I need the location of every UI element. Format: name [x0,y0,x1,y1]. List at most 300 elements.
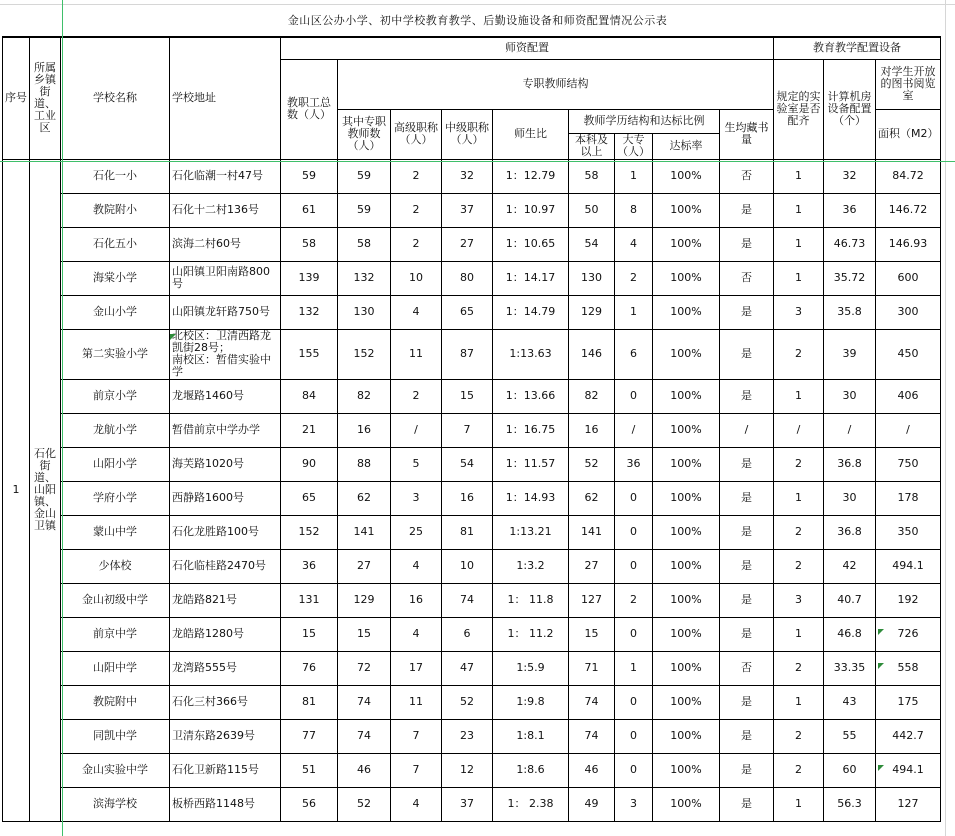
cell-middle-title[interactable]: 47 [442,651,493,685]
cell-staff-total[interactable]: 139 [281,261,338,295]
cell-rate[interactable]: 100% [653,261,720,295]
cell-rate[interactable]: 100% [653,685,720,719]
cell-area[interactable]: 726 [876,617,941,651]
cell-middle-title[interactable]: 27 [442,227,493,261]
cell-school-name[interactable]: 同凯中学 [61,719,170,753]
header-equipment[interactable]: 教育教学配置设备 [774,37,941,59]
cell-rate[interactable]: 100% [653,719,720,753]
cell-staff-total[interactable]: 152 [281,515,338,549]
cell-rate[interactable]: 100% [653,583,720,617]
cell-ratio[interactable]: 1： 11.2 [493,617,569,651]
cell-ratio[interactable]: 1：13.66 [493,379,569,413]
cell-school-address[interactable]: 卫清东路2639号 [170,719,281,753]
cell-fulltime-count[interactable]: 59 [338,159,391,193]
cell-middle-title[interactable]: 32 [442,159,493,193]
cell-lab[interactable]: 否 [720,261,774,295]
cell-bachelor[interactable]: 74 [569,685,615,719]
cell-ratio[interactable]: 1： 11.8 [493,583,569,617]
cell-staff-total[interactable]: 155 [281,329,338,379]
cell-school-name[interactable]: 学府小学 [61,481,170,515]
cell-books-per-student[interactable]: 35.72 [824,261,876,295]
cell-rate[interactable]: 100% [653,549,720,583]
cell-school-address[interactable]: 滨海二村60号 [170,227,281,261]
cell-ratio[interactable]: 1:3.2 [493,549,569,583]
cell-town[interactable]: 石化街道、山阳镇、金山卫镇 [30,159,61,821]
cell-bachelor[interactable]: 146 [569,329,615,379]
cell-school-address[interactable]: 龙皓路821号 [170,583,281,617]
cell-school-name[interactable]: 海棠小学 [61,261,170,295]
cell-books-per-student[interactable]: 33.35 [824,651,876,685]
cell-fulltime-count[interactable]: 15 [338,617,391,651]
cell-school-name[interactable]: 山阳中学 [61,651,170,685]
header-middle-title[interactable]: 中级职称（人） [442,109,493,159]
cell-college[interactable]: / [615,413,653,447]
cell-bachelor[interactable]: 16 [569,413,615,447]
cell-middle-title[interactable]: 37 [442,787,493,821]
cell-school-name[interactable]: 教院附中 [61,685,170,719]
cell-school-address[interactable]: 龙皓路1280号 [170,617,281,651]
cell-ratio[interactable]: 1：10.97 [493,193,569,227]
header-rate[interactable]: 达标率 [653,133,720,159]
cell-ratio[interactable]: 1：11.57 [493,447,569,481]
cell-college[interactable]: 36 [615,447,653,481]
cell-college[interactable]: 2 [615,583,653,617]
cell-area[interactable]: 450 [876,329,941,379]
cell-college[interactable]: 3 [615,787,653,821]
table-row [3,261,941,295]
cell-bachelor[interactable]: 46 [569,753,615,787]
cell-middle-title[interactable]: 10 [442,549,493,583]
cell-ratio[interactable]: 1：16.75 [493,413,569,447]
cell-staff-total[interactable]: 84 [281,379,338,413]
cell-rate[interactable]: 100% [653,481,720,515]
cell-area[interactable]: 750 [876,447,941,481]
cell-college[interactable]: 0 [615,617,653,651]
cell-computer-room[interactable]: 1 [774,379,824,413]
cell-college[interactable]: 0 [615,481,653,515]
cell-books-per-student[interactable]: 56.3 [824,787,876,821]
cell-school-name[interactable]: 石化五小 [61,227,170,261]
cell-fulltime-count[interactable]: 52 [338,787,391,821]
cell-school-address[interactable]: 石化三村366号 [170,685,281,719]
table-row [3,413,941,447]
cell-ratio[interactable]: 1： 2.38 [493,787,569,821]
cell-senior-title[interactable]: 4 [391,617,442,651]
cell-staff-total[interactable]: 51 [281,753,338,787]
cell-middle-title[interactable]: 16 [442,481,493,515]
cell-lab[interactable]: 是 [720,481,774,515]
cell-school-name[interactable]: 前京中学 [61,617,170,651]
cell-books-per-student[interactable]: 36.8 [824,515,876,549]
header-computer-room[interactable]: 计算机房设备配置（个） [824,59,876,159]
cell-ratio[interactable]: 1:8.1 [493,719,569,753]
cell-computer-room[interactable]: 3 [774,295,824,329]
cell-computer-room[interactable]: 1 [774,481,824,515]
cell-school-name[interactable]: 教院附小 [61,193,170,227]
cell-rate[interactable]: 100% [653,329,720,379]
cell-computer-room[interactable]: 2 [774,329,824,379]
cell-area[interactable]: 494.1 [876,753,941,787]
cell-staff-total[interactable]: 58 [281,227,338,261]
cell-books-per-student[interactable]: 32 [824,159,876,193]
cell-ratio[interactable]: 1：14.17 [493,261,569,295]
cell-bachelor[interactable]: 58 [569,159,615,193]
cell-college[interactable]: 1 [615,295,653,329]
cell-bachelor[interactable]: 141 [569,515,615,549]
cell-college[interactable]: 2 [615,261,653,295]
cell-senior-title[interactable]: 10 [391,261,442,295]
cell-staff-total[interactable]: 81 [281,685,338,719]
cell-school-address[interactable]: 暂借前京中学办学 [170,413,281,447]
cell-area[interactable]: 600 [876,261,941,295]
cell-school-address[interactable]: 龙湾路555号 [170,651,281,685]
cell-lab[interactable]: 是 [720,295,774,329]
header-town[interactable]: 所属乡镇街道、工业区 [30,37,61,159]
cell-lab[interactable]: 是 [720,685,774,719]
cell-school-name[interactable]: 金山小学 [61,295,170,329]
cell-senior-title[interactable]: 2 [391,227,442,261]
cell-school-address[interactable]: 石化临潮一村47号 [170,159,281,193]
cell-staff-total[interactable]: 76 [281,651,338,685]
cell-books-per-student[interactable]: 39 [824,329,876,379]
cell-school-name[interactable]: 第二实验小学 [61,329,170,379]
header-teacher-config[interactable]: 师资配置 [281,37,774,59]
cell-staff-total[interactable]: 132 [281,295,338,329]
cell-ratio[interactable]: 1:9.8 [493,685,569,719]
cell-books-per-student[interactable]: 40.7 [824,583,876,617]
cell-area[interactable]: 175 [876,685,941,719]
cell-lab[interactable]: 是 [720,617,774,651]
cell-middle-title[interactable]: 52 [442,685,493,719]
cell-ratio[interactable]: 1：14.93 [493,481,569,515]
cell-bachelor[interactable]: 50 [569,193,615,227]
cell-bachelor[interactable]: 82 [569,379,615,413]
cell-comment-indicator[interactable] [878,663,884,669]
cell-college[interactable]: 0 [615,685,653,719]
cell-school-name[interactable]: 少体校 [61,549,170,583]
cell-school-address[interactable]: 北校区：卫清西路龙凯街28号； 南校区：暂借实验中学 [170,329,281,379]
cell-area[interactable]: 442.7 [876,719,941,753]
cell-area[interactable]: 146.72 [876,193,941,227]
cell-computer-room[interactable]: 1 [774,787,824,821]
cell-books-per-student[interactable]: 36 [824,193,876,227]
gridline [945,0,946,836]
cell-fulltime-count[interactable]: 82 [338,379,391,413]
cell-computer-room[interactable]: 2 [774,651,824,685]
cell-lab[interactable]: 是 [720,583,774,617]
table-row [3,719,941,753]
header-senior-title[interactable]: 高级职称（人） [391,109,442,159]
cell-fulltime-count[interactable]: 72 [338,651,391,685]
cell-senior-title[interactable]: 11 [391,685,442,719]
cell-bachelor[interactable]: 130 [569,261,615,295]
cell-bachelor[interactable]: 27 [569,549,615,583]
cell-rate[interactable]: 100% [653,159,720,193]
cell-staff-total[interactable]: 61 [281,193,338,227]
cell-college[interactable]: 8 [615,193,653,227]
cell-area[interactable]: 192 [876,583,941,617]
cell-bachelor[interactable]: 71 [569,651,615,685]
header-books-per-student[interactable]: 生均藏书量 [720,109,774,159]
freeze-pane-vertical[interactable] [62,0,63,836]
header-lab[interactable]: 规定的实验室是否配齐 [774,59,824,159]
cell-bachelor[interactable]: 49 [569,787,615,821]
cell-area[interactable]: 558 [876,651,941,685]
cell-middle-title[interactable]: 7 [442,413,493,447]
cell-books-per-student[interactable]: 42 [824,549,876,583]
cell-computer-room[interactable]: 2 [774,719,824,753]
cell-senior-title[interactable]: / [391,413,442,447]
header-fulltime-count[interactable]: 其中专职教师数（人） [338,109,391,159]
cell-school-address[interactable]: 石化十二村136号 [170,193,281,227]
cell-staff-total[interactable]: 15 [281,617,338,651]
cell-lab[interactable]: 是 [720,379,774,413]
cell-books-per-student[interactable]: 43 [824,685,876,719]
cell-senior-title[interactable]: 11 [391,329,442,379]
cell-lab[interactable]: 是 [720,753,774,787]
cell-middle-title[interactable]: 23 [442,719,493,753]
cell-middle-title[interactable]: 37 [442,193,493,227]
cell-computer-room[interactable]: 2 [774,753,824,787]
cell-fulltime-count[interactable]: 27 [338,549,391,583]
cell-area[interactable]: 178 [876,481,941,515]
cell-bachelor[interactable]: 54 [569,227,615,261]
cell-ratio[interactable]: 1:5.9 [493,651,569,685]
cell-computer-room[interactable]: 1 [774,159,824,193]
cell-computer-room[interactable]: 2 [774,549,824,583]
cell-books-per-student[interactable]: 46.73 [824,227,876,261]
cell-rate[interactable]: 100% [653,753,720,787]
cell-rate[interactable]: 100% [653,227,720,261]
cell-rate[interactable]: 100% [653,515,720,549]
cell-college[interactable]: 0 [615,549,653,583]
cell-comment-indicator[interactable] [878,629,884,635]
cell-college[interactable]: 0 [615,515,653,549]
header-college[interactable]: 大专（人） [615,133,653,159]
cell-rate[interactable]: 100% [653,447,720,481]
cell-middle-title[interactable]: 54 [442,447,493,481]
cell-computer-room[interactable]: 1 [774,261,824,295]
cell-lab[interactable]: 是 [720,329,774,379]
cell-fulltime-count[interactable]: 130 [338,295,391,329]
cell-senior-title[interactable]: 2 [391,193,442,227]
cell-lab[interactable]: 是 [720,719,774,753]
cell-college[interactable]: 0 [615,753,653,787]
cell-college[interactable]: 0 [615,379,653,413]
header-ratio[interactable]: 师生比 [493,109,569,159]
cell-lab[interactable]: 是 [720,549,774,583]
cell-books-per-student[interactable]: 55 [824,719,876,753]
cell-middle-title[interactable]: 6 [442,617,493,651]
cell-middle-title[interactable]: 74 [442,583,493,617]
cell-area[interactable]: 350 [876,515,941,549]
cell-school-address[interactable]: 山阳镇龙轩路750号 [170,295,281,329]
cell-area[interactable]: 300 [876,295,941,329]
cell-school-name[interactable]: 滨海学校 [61,787,170,821]
cell-school-address[interactable]: 龙堰路1460号 [170,379,281,413]
cell-staff-total[interactable]: 65 [281,481,338,515]
cell-computer-room[interactable]: 2 [774,515,824,549]
cell-books-per-student[interactable]: / [824,413,876,447]
cell-middle-title[interactable]: 80 [442,261,493,295]
cell-staff-total[interactable]: 59 [281,159,338,193]
cell-books-per-student[interactable]: 46.8 [824,617,876,651]
header-area[interactable]: 面积（M2） [876,109,941,159]
cell-school-address[interactable]: 石化龙胜路100号 [170,515,281,549]
cell-fulltime-count[interactable]: 16 [338,413,391,447]
cell-school-address[interactable]: 海芙路1020号 [170,447,281,481]
cell-ratio[interactable]: 1:13.63 [493,329,569,379]
cell-bachelor[interactable]: 62 [569,481,615,515]
cell-rate[interactable]: 100% [653,787,720,821]
cell-senior-title[interactable]: 7 [391,719,442,753]
cell-bachelor[interactable]: 15 [569,617,615,651]
cell-school-name[interactable]: 石化一小 [61,159,170,193]
cell-middle-title[interactable]: 81 [442,515,493,549]
cell-computer-room[interactable]: 1 [774,227,824,261]
cell-rate[interactable]: 100% [653,379,720,413]
cell-ratio[interactable]: 1：10.65 [493,227,569,261]
cell-middle-title[interactable]: 87 [442,329,493,379]
cell-area[interactable]: 494.1 [876,549,941,583]
table-row [3,787,941,821]
cell-fulltime-count[interactable]: 152 [338,329,391,379]
cell-school-address[interactable]: 石化临桂路2470号 [170,549,281,583]
cell-rate[interactable]: 100% [653,651,720,685]
cell-staff-total[interactable]: 131 [281,583,338,617]
cell-computer-room[interactable]: 1 [774,617,824,651]
cell-fulltime-count[interactable]: 129 [338,583,391,617]
cell-staff-total[interactable]: 77 [281,719,338,753]
cell-school-address[interactable]: 板桥西路1148号 [170,787,281,821]
cell-school-name[interactable]: 金山初级中学 [61,583,170,617]
cell-computer-room[interactable]: 2 [774,447,824,481]
cell-school-name[interactable]: 龙航小学 [61,413,170,447]
cell-computer-room[interactable]: / [774,413,824,447]
cell-books-per-student[interactable]: 30 [824,379,876,413]
cell-staff-total[interactable]: 36 [281,549,338,583]
cell-ratio[interactable]: 1:13.21 [493,515,569,549]
cell-computer-room[interactable]: 3 [774,583,824,617]
cell-books-per-student[interactable]: 60 [824,753,876,787]
cell-comment-indicator[interactable] [878,765,884,771]
cell-bachelor[interactable]: 52 [569,447,615,481]
cell-senior-title[interactable]: 5 [391,447,442,481]
cell-lab[interactable]: 是 [720,193,774,227]
cell-bachelor[interactable]: 74 [569,719,615,753]
cell-middle-title[interactable]: 65 [442,295,493,329]
cell-comment-indicator[interactable] [170,334,176,340]
cell-lab[interactable]: 是 [720,227,774,261]
cell-rate[interactable]: 100% [653,617,720,651]
cell-ratio[interactable]: 1：12.79 [493,159,569,193]
cell-senior-title[interactable]: 25 [391,515,442,549]
cell-college[interactable]: 4 [615,227,653,261]
cell-senior-title[interactable]: 17 [391,651,442,685]
cell-lab[interactable]: / [720,413,774,447]
cell-area[interactable]: 146.93 [876,227,941,261]
cell-books-per-student[interactable]: 35.8 [824,295,876,329]
cell-school-address[interactable]: 西静路1600号 [170,481,281,515]
cell-college[interactable]: 6 [615,329,653,379]
cell-ratio[interactable]: 1：14.79 [493,295,569,329]
cell-books-per-student[interactable]: 36.8 [824,447,876,481]
cell-college[interactable]: 1 [615,159,653,193]
cell-fulltime-count[interactable]: 141 [338,515,391,549]
cell-area[interactable]: 84.72 [876,159,941,193]
cell-bachelor[interactable]: 129 [569,295,615,329]
cell-fulltime-count[interactable]: 74 [338,719,391,753]
header-school-address[interactable]: 学校地址 [170,37,281,159]
cell-school-name[interactable]: 蒙山中学 [61,515,170,549]
cell-area[interactable]: / [876,413,941,447]
cell-bachelor[interactable]: 127 [569,583,615,617]
cell-school-name[interactable]: 前京小学 [61,379,170,413]
cell-rate[interactable]: 100% [653,295,720,329]
cell-senior-title[interactable]: 3 [391,481,442,515]
cell-fulltime-count[interactable]: 58 [338,227,391,261]
cell-senior-title[interactable]: 4 [391,787,442,821]
cell-school-address[interactable]: 山阳镇卫阳南路800号 [170,261,281,295]
cell-lab[interactable]: 是 [720,447,774,481]
freeze-pane-horizontal[interactable] [0,161,955,162]
cell-senior-title[interactable]: 2 [391,379,442,413]
cell-books-per-student[interactable]: 30 [824,481,876,515]
cell-middle-title[interactable]: 12 [442,753,493,787]
cell-lab[interactable]: 是 [720,787,774,821]
cell-school-name[interactable]: 山阳小学 [61,447,170,481]
cell-fulltime-count[interactable]: 46 [338,753,391,787]
cell-computer-room[interactable]: 1 [774,685,824,719]
cell-fulltime-count[interactable]: 88 [338,447,391,481]
cell-seq[interactable]: 1 [3,159,30,821]
cell-area[interactable]: 127 [876,787,941,821]
cell-rate[interactable]: 100% [653,193,720,227]
cell-school-name[interactable]: 金山实验中学 [61,753,170,787]
header-school-name[interactable]: 学校名称 [61,37,170,159]
header-fulltime-structure[interactable]: 专职教师结构 [338,59,774,109]
cell-staff-total[interactable]: 21 [281,413,338,447]
cell-staff-total[interactable]: 56 [281,787,338,821]
cell-lab[interactable]: 是 [720,515,774,549]
cell-fulltime-count[interactable]: 62 [338,481,391,515]
cell-middle-title[interactable]: 15 [442,379,493,413]
header-staff-total[interactable]: 教职工总数（人） [281,59,338,159]
cell-college[interactable]: 0 [615,719,653,753]
cell-fulltime-count[interactable]: 59 [338,193,391,227]
header-seq[interactable]: 序号 [3,37,30,159]
cell-school-address[interactable]: 石化卫新路115号 [170,753,281,787]
cell-lab[interactable]: 否 [720,159,774,193]
cell-staff-total[interactable]: 90 [281,447,338,481]
cell-fulltime-count[interactable]: 74 [338,685,391,719]
header-library[interactable]: 对学生开放的图书阅览室 [876,59,941,109]
cell-senior-title[interactable]: 7 [391,753,442,787]
cell-senior-title[interactable]: 2 [391,159,442,193]
cell-ratio[interactable]: 1:8.6 [493,753,569,787]
cell-computer-room[interactable]: 1 [774,193,824,227]
cell-senior-title[interactable]: 4 [391,295,442,329]
cell-senior-title[interactable]: 4 [391,549,442,583]
header-bachelor[interactable]: 本科及以上 [569,133,615,159]
cell-senior-title[interactable]: 16 [391,583,442,617]
cell-rate[interactable]: 100% [653,413,720,447]
cell-lab[interactable]: 否 [720,651,774,685]
cell-college[interactable]: 1 [615,651,653,685]
cell-fulltime-count[interactable]: 132 [338,261,391,295]
header-edu-structure[interactable]: 教师学历结构和达标比例 [569,109,720,133]
cell-area[interactable]: 406 [876,379,941,413]
